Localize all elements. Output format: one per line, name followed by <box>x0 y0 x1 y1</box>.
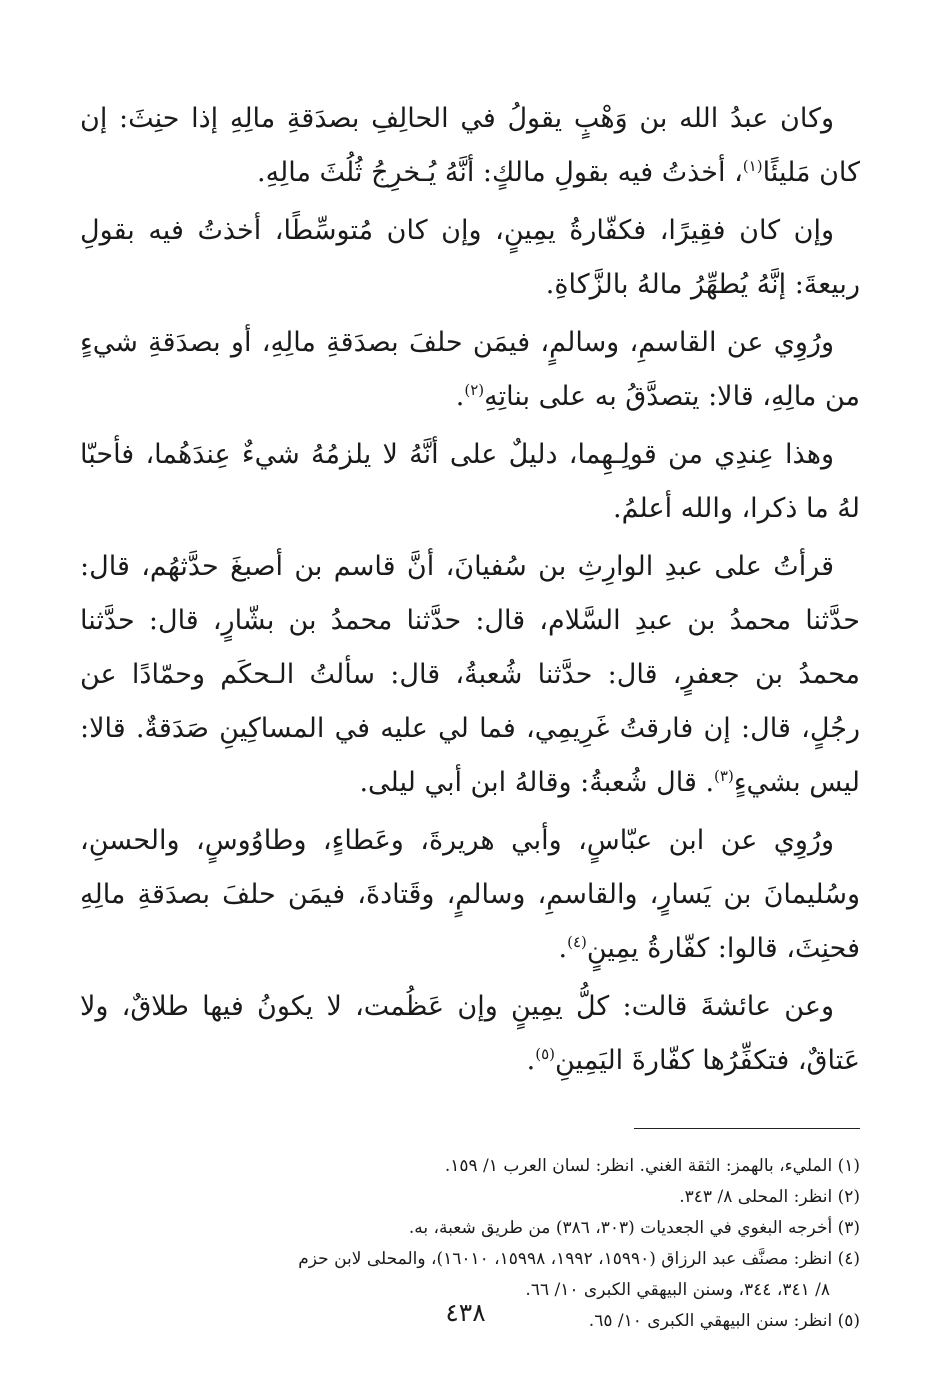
footnote-ref[interactable]: (٤) <box>567 933 587 951</box>
footnote: (٥) انظر: سنن البيهقي الكبرى ١٠/ ٦٥. <box>588 1311 860 1331</box>
footnote-continuation: ٨/ ٣٤١، ٣٤٤، وسنن البيهقي الكبرى ١٠/ ٦٦. <box>525 1280 830 1300</box>
page-body <box>80 92 860 1337</box>
paragraph: ورُوِي عن ابن عبّاسٍ، وأبي هريرةَ، وعَطاءٍ، وطاوُوسٍ، والحسنِ، وسُليمانَ بن يَسارٍ، والقاسمِ، وسالمٍ، وقَتادةَ، فيمَن حلفَ بصدَقةِ مالِهِ فحنِثَ، قالوا: كفّارةُ يمِينٍ$^{(٤)}$. <box>80 825 860 964</box>
paragraph: قرأتُ على عبدِ الوارِثِ بن سُفيانَ، أنَّ قاسم بن أصبغَ حدَّثهُم، قال: حدَّثنا محمدُ بن عبدِ السَّلام، قال: حدَّثنا محمدُ بن بشّارٍ، قال: حدَّثنا محمدُ بن جعفرٍ، قال: حدَّثنا شُعبةُ، قال: سألتُ الـحكَم وحمّادًا عن رجُلٍ، قال: إن فارقتُ غَرِيمِي، فما لي عليه في المساكِينِ صَدَقةٌ. قالا: ليس بشيءٍ$^{(٣)}$. قال شُعبةُ: وقالهُ ابن أبي ليلى. <box>80 551 860 798</box>
footnote: (١) المليء، بالهمز: الثقة الغني. انظر: لسان العرب ١/ ١٥٩. <box>444 1156 860 1176</box>
footnote-ref[interactable]: (١) <box>742 157 763 175</box>
footnote: (٣) أخرجه البغوي في الجعديات (٣٠٣، ٣٨٦) من طريق شعبة، به. <box>408 1218 860 1238</box>
footnote: (٢) انظر: المحلى ٨/ ٣٤٣. <box>679 1187 860 1207</box>
paragraph: ورُوِي عن القاسمِ، وسالمٍ، فيمَن حلفَ بصدَقةِ مالِهِ، أو بصدَقةِ شيءٍ من مالِهِ، قالا: يتصدَّقُ به على بناتِهِ$^{(٢)}$. <box>80 327 860 412</box>
paragraph: وعن عائشةَ قالت: كلُّ يمِينٍ وإن عَظُمت، لا يكونُ فيها طلاقٌ، ولا عَتاقٌ، فتكفِّرُها كفّارةَ اليَمِينِ$^{(٥)}$. <box>80 991 860 1076</box>
footnote-ref[interactable]: (٢) <box>464 381 485 399</box>
footnote-separator-wrap <box>80 1128 860 1129</box>
footnote: (٤) انظر: مصنَّف عبد الرزاق (١٥٩٩٠، ١٩٩٢، ١٥٩٩٨، ١٦٠١٠)، والمحلى لابن حزم <box>298 1249 860 1269</box>
main-text <box>80 92 860 1088</box>
page-number: ٤٣٨ <box>445 1298 486 1327</box>
paragraph: وإن كان فقِيرًا، فكفّارةُ يمِينٍ، وإن كان مُتوسِّطًا، أخذتُ فيه بقولِ ربيعةَ: إنَّهُ يُطهِّرُ مالهُ بالزَّكاةِ. <box>80 215 860 300</box>
footnote-separator <box>634 1128 860 1129</box>
footnote-ref[interactable]: (٥) <box>535 1045 555 1063</box>
footnote-ref[interactable]: (٣) <box>714 767 734 785</box>
paragraph: وكان عبدُ الله بن وَهْبٍ يقولُ في الحالِفِ بصدَقةِ مالِهِ إذا حنِثَ: إن كان مَليئًا$^{(١)}$، أخذتُ فيه بقولِ مالكٍ: أنَّهُ يُـخرِجُ ثُلُثَ مالِهِ. <box>80 103 860 188</box>
paragraph: وهذا عِندِي من قولِـهِما، دليلٌ على أنَّهُ لا يلزمُهُ شيءٌ عِندَهُما، فأحبّا لهُ ما ذكرا، والله أعلمُ. <box>80 439 860 524</box>
